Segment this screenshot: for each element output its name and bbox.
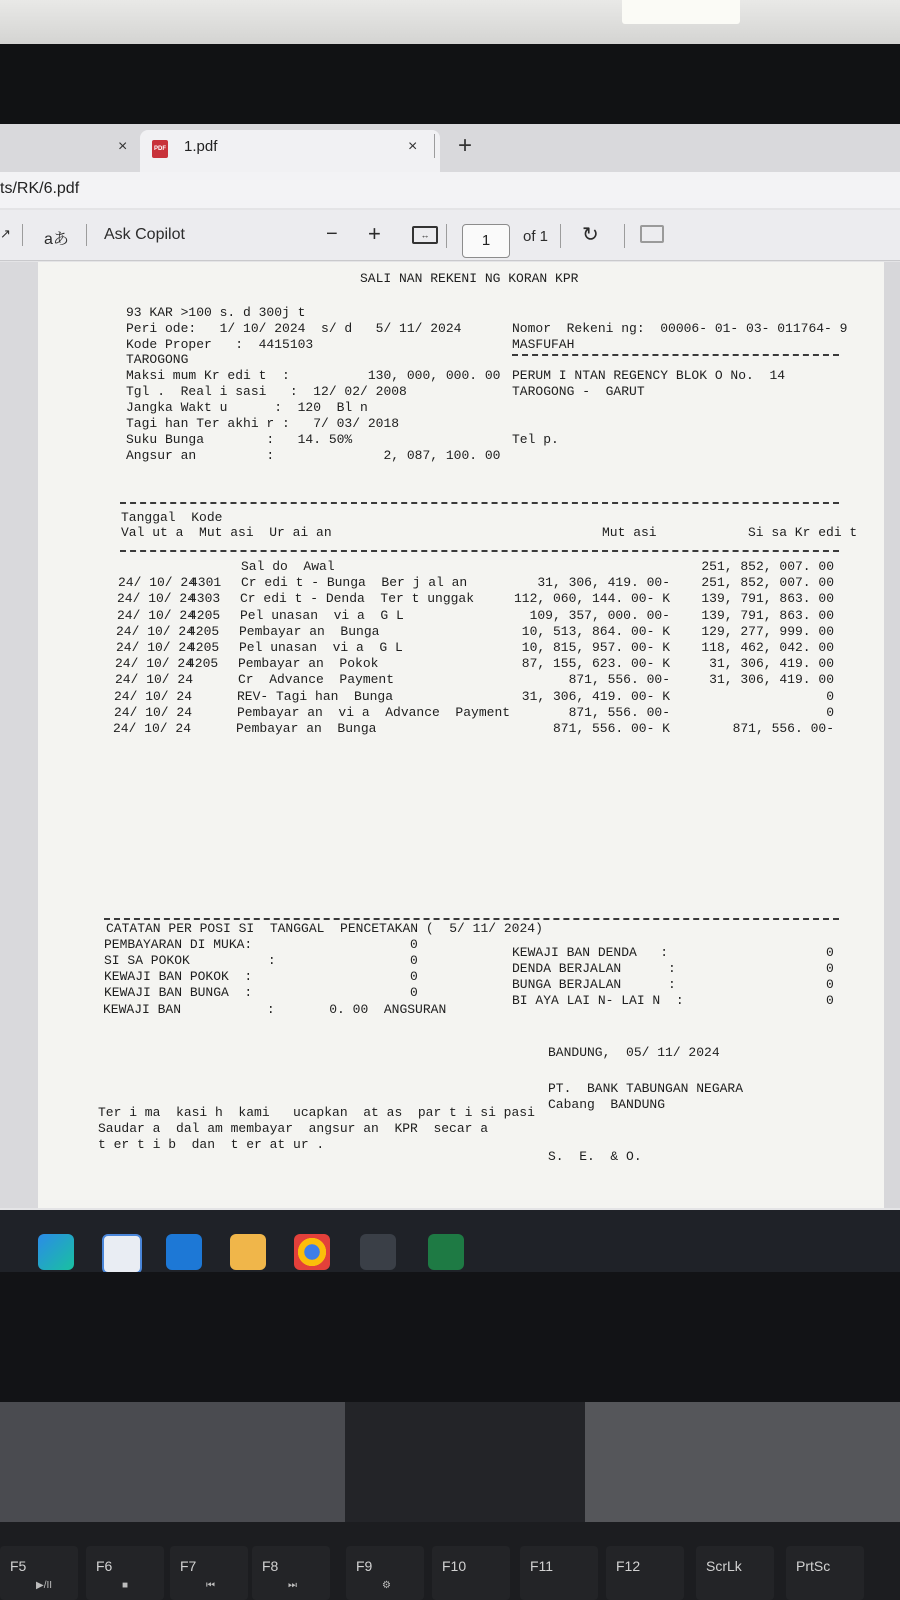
customer-detail-line: MASFUFAH — [512, 337, 575, 352]
tx-mutasi: 871, 556. 00- — [568, 672, 670, 687]
file-explorer-icon[interactable] — [230, 1234, 266, 1270]
tx-saldo: 0 — [826, 705, 834, 720]
rotate-icon[interactable]: ↻ — [582, 224, 599, 246]
tx-description: Cr edi t - Denda Ter t unggak — [240, 591, 475, 606]
account-detail-line: 93 KAR >100 s. d 300j t — [126, 305, 306, 320]
tx-mutasi: 109, 357, 000. 00- — [529, 608, 670, 623]
ceiling-light — [622, 0, 740, 24]
col-header-saldo: Si sa Kr edi t — [748, 525, 858, 540]
excel-icon[interactable] — [428, 1234, 464, 1270]
desk-left — [0, 1402, 345, 1522]
viewer-scrollbar-area — [884, 262, 900, 1208]
account-detail-line: Kode Proper : 4415103 — [126, 337, 314, 352]
tx-saldo: 118, 462, 042. 00 — [701, 640, 834, 655]
notes-divider — [104, 918, 839, 920]
note-value: 0 — [410, 937, 418, 952]
tx-date: 24/ 10/ 24 — [117, 591, 196, 606]
tx-mutasi: 10, 815, 957. 00- K — [521, 640, 670, 655]
account-detail-line: Jangka Wakt u : 120 Bl n — [126, 400, 368, 415]
tab-title: 1.pdf — [184, 138, 218, 155]
note-label: BI AYA LAI N- LAI N : — [512, 993, 684, 1008]
key-label: F12 — [616, 1558, 641, 1574]
tx-date: 24/ 10/ 24 — [116, 640, 195, 655]
page-number-input[interactable]: 1 — [462, 224, 510, 258]
key-label: F9 — [356, 1558, 373, 1574]
monitor-bezel-bottom — [0, 1272, 900, 1402]
monitor-stand — [345, 1402, 585, 1522]
tx-date: 24/ 10/ 24 — [118, 575, 197, 590]
tx-code: 4301 — [190, 575, 222, 590]
viewer-background — [0, 262, 38, 1208]
note-label: SI SA POKOK : — [104, 953, 276, 968]
note-value: 0 — [410, 969, 418, 984]
tx-mutasi: 10, 513, 864. 00- K — [521, 624, 670, 639]
toolbar-divider — [624, 224, 625, 248]
city-date: BANDUNG, 05/ 11/ 2024 — [548, 1045, 720, 1060]
key-label: PrtSc — [796, 1558, 831, 1574]
toolbar-divider — [86, 224, 87, 246]
key-label: F5 — [10, 1558, 27, 1574]
account-detail-line: Tgl . Real i sasi : 12/ 02/ 2008 — [126, 384, 407, 399]
note-value: 0 — [410, 953, 418, 968]
note-label: DENDA BERJALAN : — [512, 961, 676, 976]
key-label: F11 — [530, 1558, 554, 1574]
tx-mutasi: 31, 306, 419. 00- — [537, 575, 670, 590]
tx-saldo: 0 — [826, 689, 834, 704]
account-detail-line: Peri ode: 1/ 10/ 2024 s/ d 5/ 11/ 2024 — [126, 321, 462, 336]
note-value: 0 — [410, 985, 418, 1000]
tx-mutasi: 87, 155, 623. 00- K — [521, 656, 670, 671]
footer-code: S. E. & O. — [548, 1149, 642, 1164]
tx-saldo: 31, 306, 419. 00 — [709, 672, 834, 687]
note-value: 0 — [826, 977, 834, 992]
tx-code: 4303 — [189, 591, 221, 606]
key-label: F10 — [442, 1558, 467, 1574]
draw-icon[interactable]: ↗ — [0, 226, 11, 241]
customer-detail-line: Nomor Rekeni ng: 00006- 01- 03- 011764- 9 — [512, 321, 848, 336]
tx-saldo: 31, 306, 419. 00 — [709, 656, 834, 671]
tx-code: 4205 — [189, 608, 221, 623]
branch-name: Cabang BANDUNG — [548, 1097, 666, 1112]
media-key-icon: ⏭ — [288, 1580, 297, 1591]
key-label: F8 — [262, 1558, 279, 1574]
tx-code: 4205 — [187, 656, 219, 671]
tx-saldo: 129, 277, 999. 00 — [701, 624, 834, 639]
tx-mutasi: 112, 060, 144. 00- K — [513, 591, 670, 606]
tx-saldo: 139, 791, 863. 00 — [701, 608, 834, 623]
tx-date: 24/ 10/ 24 — [115, 656, 194, 671]
toolbar-divider — [446, 224, 447, 248]
document-title: SALI NAN REKENI NG KORAN KPR — [360, 271, 579, 286]
monitor-bezel-top — [0, 44, 900, 124]
thank-you-line: Saudar a dal am membayar angsur an KPR secar a — [98, 1121, 489, 1136]
tx-description: Pembayar an Bunga — [239, 624, 380, 639]
header-divider — [512, 354, 839, 356]
edge-icon[interactable] — [38, 1234, 74, 1270]
zoom-in-button[interactable]: + — [368, 221, 381, 246]
chrome-icon[interactable] — [294, 1234, 330, 1270]
col-header-line1: Tanggal Kode — [121, 510, 223, 525]
notes-kewajiban: KEWAJI BAN : 0. 00 ANGSURAN — [103, 1002, 447, 1017]
background-wall — [0, 0, 900, 44]
note-value: 0 — [826, 993, 834, 1008]
tx-mutasi: 31, 306, 419. 00- K — [521, 689, 670, 704]
table-top-divider — [120, 502, 839, 504]
desk-right — [585, 1402, 900, 1522]
customer-detail-line: PERUM I NTAN REGENCY BLOK O No. 14 — [512, 368, 786, 383]
note-label: KEWAJI BAN BUNGA : — [104, 985, 253, 1000]
tx-description: Pel unasan vi a G L — [239, 640, 403, 655]
toolbar-divider — [560, 224, 561, 248]
media-key-icon: ▶/II — [36, 1580, 53, 1591]
tx-date: 24/ 10/ 24 — [116, 624, 195, 639]
close-previous-tab-icon[interactable]: × — [118, 138, 128, 155]
key-label: ScrLk — [706, 1558, 742, 1574]
tx-description: Pembayar an Bunga — [236, 721, 377, 736]
pdf-file-icon: PDF — [152, 140, 168, 158]
account-detail-line: Maksi mum Kr edi t : 130, 000, 000. 00 — [126, 368, 501, 383]
page-view-icon[interactable] — [640, 225, 664, 243]
tx-saldo: 139, 791, 863. 00 — [701, 591, 834, 606]
customer-detail-line: Tel p. — [512, 432, 559, 447]
key-label: F7 — [180, 1558, 197, 1574]
note-label: KEWAJI BAN POKOK : — [104, 969, 253, 984]
tx-saldo: 251, 852, 007. 00 — [701, 559, 834, 574]
thank-you-line: t er t i b dan t er at ur . — [98, 1137, 325, 1152]
notes-title: CATATAN PER POSI SI TANGGAL PENCETAKAN ( 5/ 11/ 2024) — [106, 921, 543, 936]
account-detail-line: Tagi han Ter akhi r : 7/ 03/ 2018 — [126, 416, 400, 431]
tx-date: 24/ 10/ 24 — [113, 721, 192, 736]
tx-saldo: 871, 556. 00- — [732, 721, 834, 736]
media-key-icon: ⚙ — [382, 1580, 391, 1591]
media-key-icon: ■ — [122, 1580, 129, 1591]
ask-copilot-button[interactable]: Ask Copilot — [104, 226, 185, 243]
media-key-icon: ⏮ — [206, 1580, 215, 1591]
tx-description: Sal do Awal — [241, 559, 335, 574]
account-detail-line: Angsur an : 2, 087, 100. 00 — [126, 448, 501, 463]
tx-date: 24/ 10/ 24 — [115, 672, 194, 687]
tx-description: REV- Tagi han Bunga — [237, 689, 394, 704]
mail-icon[interactable] — [166, 1234, 202, 1270]
account-detail-line: Suku Bunga : 14. 50% — [126, 432, 353, 447]
tab-divider — [434, 134, 435, 158]
tx-mutasi: 871, 556. 00- K — [552, 721, 670, 736]
tx-saldo: 251, 852, 007. 00 — [701, 575, 834, 590]
bank-name: PT. BANK TABUNGAN NEGARA — [548, 1081, 744, 1096]
read-aloud-button[interactable]: aあ — [44, 231, 69, 248]
note-label: PEMBAYARAN DI MUKA: — [104, 937, 253, 952]
tx-code: 4205 — [188, 624, 220, 639]
close-tab-icon[interactable]: × — [408, 138, 418, 155]
address-url[interactable]: ts/RK/6.pdf — [0, 180, 80, 197]
note-label: BUNGA BERJALAN : — [512, 977, 676, 992]
key-label: F6 — [96, 1558, 113, 1574]
note-value: 0 — [826, 961, 834, 976]
note-label: KEWAJI BAN DENDA : — [512, 945, 669, 960]
page-total: of 1 — [523, 228, 549, 245]
tx-date: 24/ 10/ 24 — [114, 689, 193, 704]
tx-description: Pembayar an vi a Advance Payment — [237, 705, 511, 720]
app-icon[interactable] — [360, 1234, 396, 1270]
tx-description: Cr Advance Payment — [238, 672, 395, 687]
account-detail-line: TAROGONG — [126, 352, 189, 367]
zoom-out-button[interactable]: − — [326, 223, 338, 245]
tx-description: Pembayar an Pokok — [238, 656, 379, 671]
thank-you-line: Ter i ma kasi h kami ucapkan at as par t i si pasi — [98, 1105, 535, 1120]
tab-strip — [0, 124, 900, 172]
toolbar-divider — [22, 224, 23, 246]
col-header-line2: Val ut a Mut asi Ur ai an — [121, 525, 332, 540]
store-icon[interactable] — [102, 1234, 142, 1274]
tx-date: 24/ 10/ 24 — [117, 608, 196, 623]
tx-description: Pel unasan vi a G L — [240, 608, 404, 623]
tx-description: Cr edi t - Bunga Ber j al an — [241, 575, 468, 590]
tx-code: 4205 — [188, 640, 220, 655]
tx-date: 24/ 10/ 24 — [114, 705, 193, 720]
col-header-mutasi: Mut asi — [602, 525, 657, 540]
table-header-divider — [120, 550, 839, 552]
customer-detail-line: TAROGONG - GARUT — [512, 384, 645, 399]
fit-to-width-icon[interactable]: ↔ — [412, 226, 438, 244]
tx-mutasi: 871, 556. 00- — [568, 705, 670, 720]
note-value: 0 — [826, 945, 834, 960]
address-bar[interactable] — [0, 172, 900, 208]
new-tab-button[interactable]: + — [458, 132, 473, 159]
